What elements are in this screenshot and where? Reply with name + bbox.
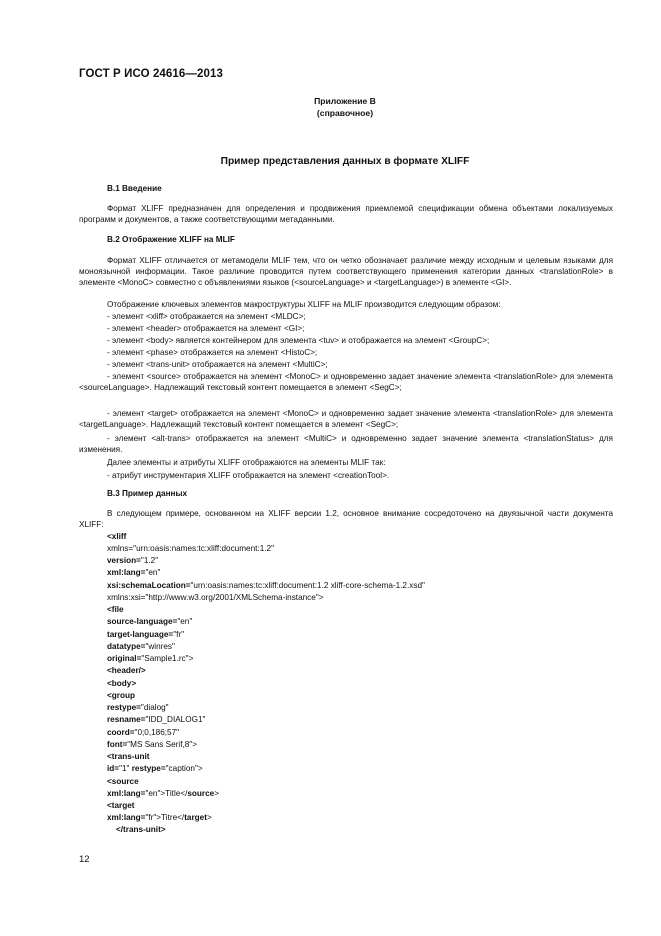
code-line: <file [107, 605, 124, 614]
code-line: version="1.2" [107, 556, 159, 565]
annex-title: Приложение В [314, 96, 376, 106]
section-b1-paragraph [79, 203, 613, 225]
list-item: - элемент <header> отображается на элемент <GI>; [107, 324, 305, 333]
section-b2-text: Формат XLIFF отличается от метамодели MLIF тем, что он четко обозначает различие между исходным и целевым языками для моноязычной информации. Такое различие проводится путем соответствующего применения категории данных <translationRole> в элементе <MonoC> совместно с объявлениями языков (<sourceLanguage> и <targetLanguage>) в элементе <GI>. [79, 256, 613, 287]
code-line: xmlns:xsi="http://www.w3.org/2001/XMLSchema-instance"> [107, 593, 324, 602]
code-line: source-language="en" [107, 617, 193, 626]
code-line: id="1" restype="caption"> [107, 764, 203, 773]
list-item-alt-trans [79, 433, 613, 455]
section-heading-b3: В.3 Пример данных [107, 489, 188, 498]
code-line: resname="IDD_DIALOG1" [107, 715, 206, 724]
section-b3-text: В следующем примере, основанном на XLIFF версии 1.2, основное внимание сосредоточено на двуязычной части документа XLIFF: [79, 509, 613, 529]
code-line: xsi:schemaLocation="urn:oasis:names:tc:xliff:document:1.2 xliff-core-schema-1.2.xsd" [107, 581, 425, 590]
mapping-lead: Отображение ключевых элементов макроструктуры XLIFF на MLIF производится следующим образом: [107, 300, 501, 309]
code-line: target-language="fr" [107, 630, 185, 639]
list-item: - элемент <body> является контейнером для элемента <tuv> и отображается на элемент <GroupC>; [107, 336, 490, 345]
section-heading-b2: В.2 Отображение XLIFF на MLIF [107, 235, 235, 244]
list-item-source-text: - элемент <source> отображается на элемент <MonoC> и одновременно задает значение элемента <translationRole> для элемента <sourceLanguage>. Надлежащий текстовый контент помещается в элемент <SegC>; [79, 372, 613, 392]
page-number: 12 [79, 854, 90, 865]
document-code-header: ГОСТ Р ИСО 24616—2013 [79, 68, 224, 80]
code-line: datatype="winres" [107, 642, 175, 651]
section-b1-text: Формат XLIFF предназначен для определения и продвижения приемлемой спецификации обмена объектами локализуемых программ и документов, а также соответствующими метаданными. [79, 204, 613, 224]
code-line: xml:lang="fr">Titre</target> [107, 813, 212, 822]
main-title: Пример представления данных в формате XLIFF [220, 156, 470, 167]
code-line: </trans-unit> [116, 825, 166, 834]
code-line: xml:lang="en" [107, 568, 161, 577]
section-b2-paragraph [79, 255, 613, 288]
list-item-target-text: - элемент <target> отображается на элемент <MonoC> и одновременно задает значение элемента <translationRole> для элемента <targetLanguage>. Надлежащий текстовый контент помещается в элемент <SegC>; [79, 409, 613, 429]
code-line: <group [107, 691, 135, 700]
code-line: coord="0;0,186;57" [107, 728, 180, 737]
section-heading-b1: В.1 Введение [107, 184, 162, 193]
code-line: <header/> [107, 666, 146, 675]
list-item-alt-trans-text: - элемент <alt-trans> отображается на элемент <MultiC> и одновременно задает значение элемента <translationStatus> для изменения. [79, 434, 613, 454]
list-item: - атрибут инструментария XLIFF отображается на элемент <creationTool>. [107, 471, 390, 480]
code-line: <source [107, 777, 139, 786]
code-line: <xliff [107, 532, 127, 541]
list-item: - элемент <trans-unit> отображается на элемент <MultiC>; [107, 360, 328, 369]
annex-type: (справочное) [316, 108, 374, 118]
list-item: - элемент <phase> отображается на элемент <HistoC>; [107, 348, 318, 357]
code-line: xml:lang="en">Title</source> [107, 789, 220, 798]
list-item: - элемент <xliff> отображается на элемент <MLDC>; [107, 312, 306, 321]
code-line: <target [107, 801, 135, 810]
attributes-lead: Далее элементы и атрибуты XLIFF отображаются на элементы MLIF так: [107, 458, 386, 467]
code-line: xmlns="urn:oasis:names:tc:xliff:document:1.2" [107, 544, 274, 553]
list-item-source [79, 371, 613, 393]
code-line: font="MS Sans Serif,8"> [107, 740, 197, 749]
code-line: original="Sample1.rc"> [107, 654, 194, 663]
section-b3-paragraph [79, 508, 613, 530]
code-line: <trans-unit [107, 752, 150, 761]
code-line: restype="dialog" [107, 703, 169, 712]
code-line: <body> [107, 679, 137, 688]
list-item-target [79, 408, 613, 430]
